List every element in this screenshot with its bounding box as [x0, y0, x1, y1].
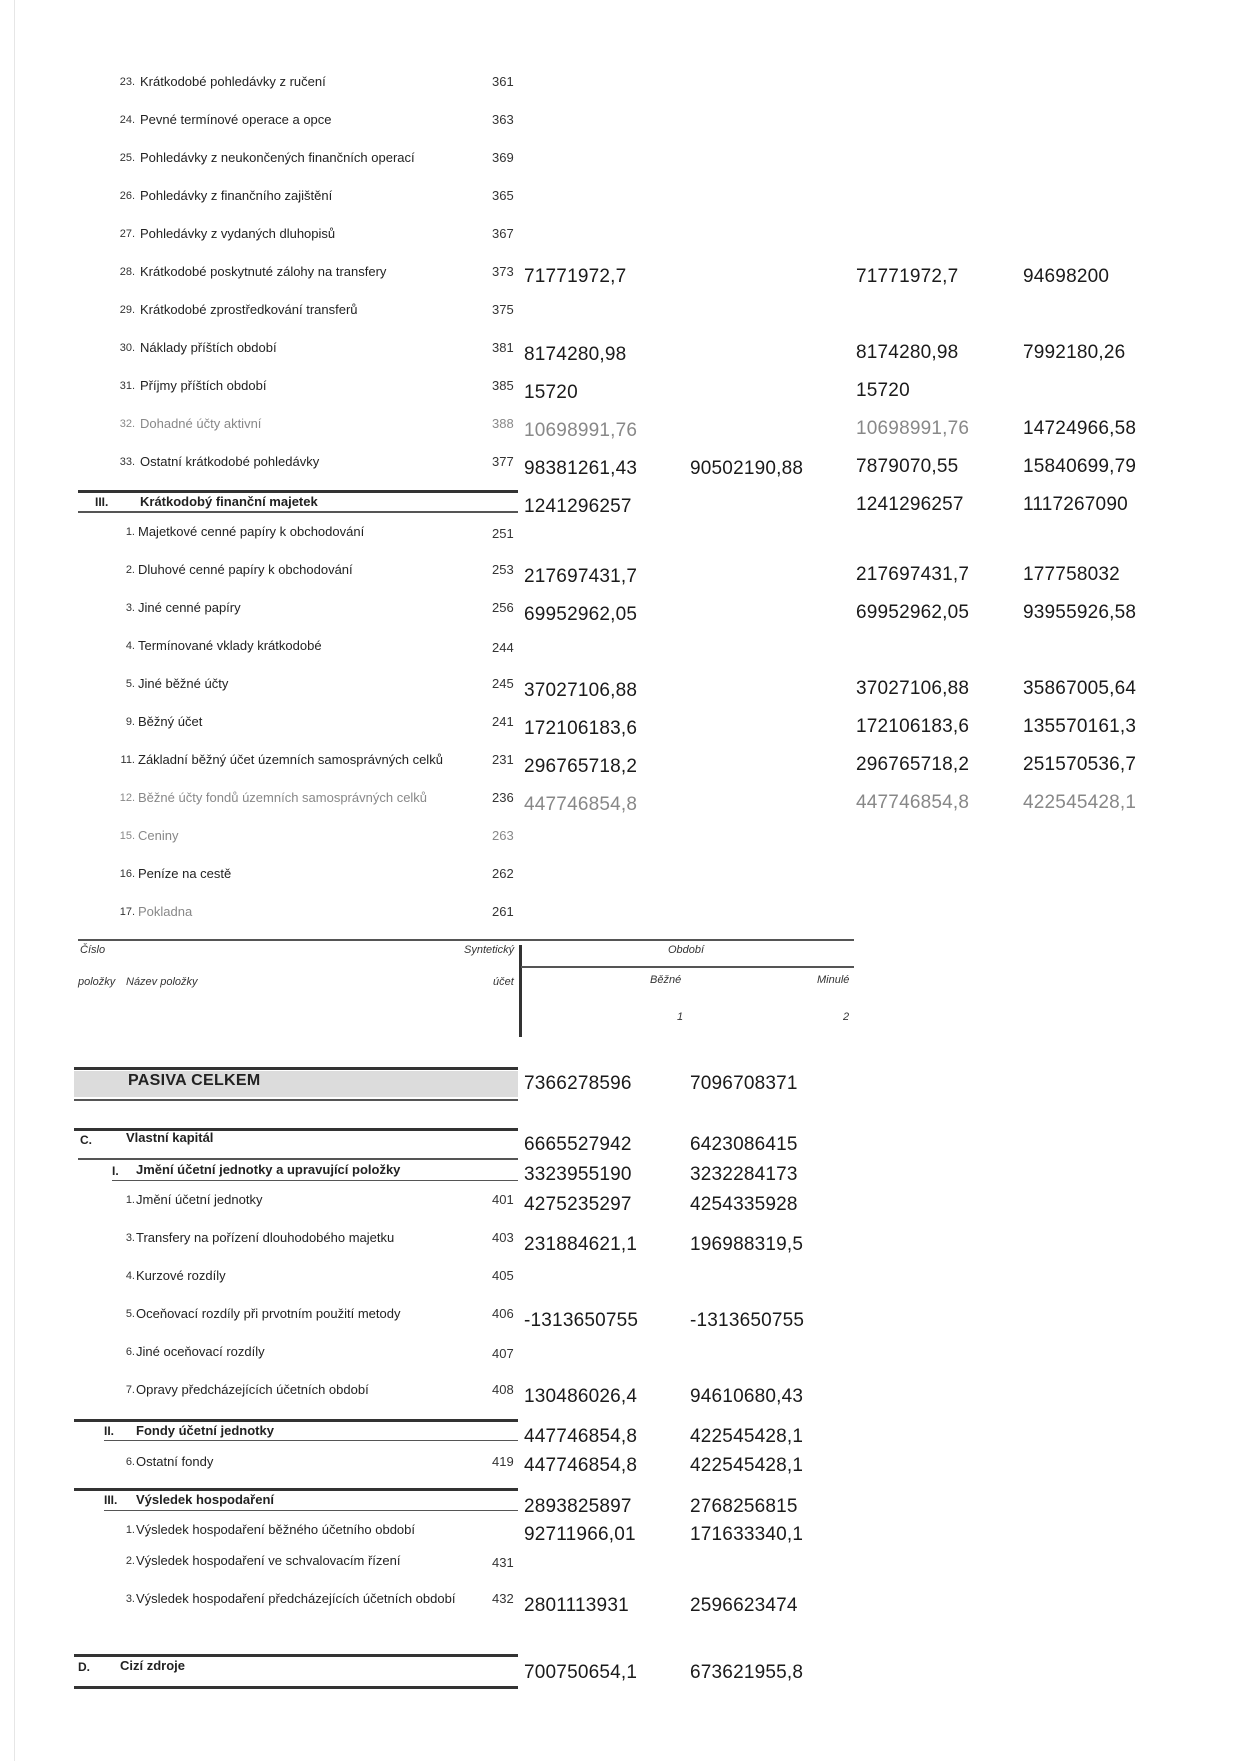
row-account-code: 236: [492, 790, 514, 805]
section-name: Cizí zdroje: [120, 1658, 186, 1673]
value-previous: 2768256815: [690, 1496, 798, 1517]
row-account-code: 385: [492, 378, 514, 393]
row-name: Základní běžný účet územních samosprávných celků: [138, 752, 443, 767]
value-previous: 422545428,1: [690, 1455, 804, 1476]
row-name: Pohledávky z neukončených finančních operací: [140, 150, 415, 165]
row-number: 3.: [125, 1593, 135, 1605]
table-row: [0, 452, 1250, 482]
row-number: 29.: [119, 304, 135, 316]
section-rule: [112, 1180, 518, 1181]
row-name: Jiné cenné papíry: [138, 600, 241, 615]
table-row: [0, 300, 1250, 330]
value-gross: 172106183,6: [524, 718, 638, 739]
table-row: [0, 376, 1250, 406]
row-name: Oceňovací rozdíly při prvotním použití metody: [136, 1306, 401, 1321]
row-account-code: 365: [492, 188, 514, 203]
row-number: 1.: [125, 526, 135, 538]
value-gross: 1241296257: [524, 496, 632, 517]
row-name: Pohledávky z finančního zajištění: [140, 188, 333, 203]
section-rule: [78, 511, 518, 513]
value-previous: 7992180,26: [1023, 342, 1126, 363]
row-number: 17.: [119, 906, 135, 918]
header-minule: Minulé: [817, 974, 850, 986]
value-previous: 422545428,1: [1023, 792, 1137, 813]
section-rule: [104, 1510, 518, 1511]
section-rule: [78, 490, 518, 493]
value-previous: 35867005,64: [1023, 678, 1137, 699]
value-gross: 69952962,05: [524, 604, 638, 625]
value-previous: 1117267090: [1023, 494, 1128, 515]
row-account-code: 406: [492, 1306, 514, 1321]
value-previous: 93955926,58: [1023, 602, 1137, 623]
row-number: 9.: [125, 716, 135, 728]
table-row: [0, 72, 1250, 102]
value-current: 7366278596: [524, 1073, 632, 1094]
row-name: Dohadné účty aktivní: [140, 416, 262, 431]
row-name: Termínované vklady krátkodobé: [138, 638, 322, 653]
group-roman: II.: [104, 1424, 115, 1438]
section-name: Krátkodobý finanční majetek: [140, 494, 318, 509]
row-number: 32.: [119, 418, 135, 430]
section-rule: [74, 1067, 518, 1070]
table-row: [0, 864, 1250, 894]
header-period-rule: [521, 966, 854, 968]
row-account-code: 263: [492, 828, 514, 843]
value-current: 3323955190: [524, 1164, 632, 1185]
row-name: Majetkové cenné papíry k obchodování: [138, 524, 365, 539]
row-name: Běžné účty fondů územních samosprávných celků: [138, 790, 428, 805]
row-name: Jmění účetní jednotky: [136, 1192, 263, 1207]
header-col1: 1: [677, 1011, 684, 1023]
header-divider: [519, 945, 522, 1037]
row-account-code: 367: [492, 226, 514, 241]
value-previous: -1313650755: [690, 1310, 805, 1331]
table-row: [0, 1228, 1250, 1258]
value-current: 2801113931: [524, 1595, 629, 1616]
value-previous: 177758032: [1023, 564, 1120, 585]
row-number: 30.: [119, 342, 135, 354]
row-number: 1.: [125, 1524, 135, 1536]
row-account-code: 361: [492, 74, 514, 89]
table-row: [0, 598, 1250, 628]
table-row: [0, 1380, 1250, 1410]
row-name: Peníze na cestě: [138, 866, 232, 881]
table-row: [0, 522, 1250, 552]
row-name: Jiné oceňovací rozdíly: [136, 1344, 265, 1359]
value-correction: 90502190,88: [690, 458, 804, 479]
value-current: 447746854,8: [524, 1455, 638, 1476]
row-account-code: 253: [492, 562, 514, 577]
row-name: Transfery na pořízení dlouhodobého majetku: [136, 1230, 395, 1245]
row-name: Výsledek hospodaření ve schvalovacím řízení: [136, 1553, 401, 1568]
section-rule: [74, 1654, 518, 1657]
row-account-code: 407: [492, 1346, 514, 1361]
value-gross: 296765718,2: [524, 756, 638, 777]
value-net: 37027106,88: [856, 678, 970, 699]
row-number: 31.: [119, 380, 135, 392]
row-name: Náklady příštích období: [140, 340, 277, 355]
row-number: 3.: [125, 602, 135, 614]
row-account-code: 363: [492, 112, 514, 127]
row-number: 26.: [119, 190, 135, 202]
table-row: [0, 826, 1250, 856]
row-account-code: 377: [492, 454, 514, 469]
row-number: 25.: [119, 152, 135, 164]
row-name: Jiné běžné účty: [138, 676, 229, 691]
row-number: 1.: [125, 1194, 135, 1206]
value-previous: 6423086415: [690, 1134, 798, 1155]
value-net: 15720: [856, 380, 910, 401]
table-row: [0, 674, 1250, 704]
row-number: 4.: [125, 640, 135, 652]
table-row: [0, 750, 1250, 780]
section-name: Vlastní kapitál: [126, 1130, 214, 1145]
value-net: 69952962,05: [856, 602, 970, 623]
table-row: [0, 1190, 1250, 1220]
row-account-code: 261: [492, 904, 514, 919]
section-roman: III.: [95, 495, 109, 509]
value-current: 4275235297: [524, 1194, 632, 1215]
section-rule: [74, 1099, 518, 1101]
value-current: 447746854,8: [524, 1426, 638, 1447]
value-previous: 2596623474: [690, 1595, 798, 1616]
row-account-code: 245: [492, 676, 514, 691]
value-gross: 217697431,7: [524, 566, 638, 587]
value-previous: 135570161,3: [1023, 716, 1137, 737]
table-row: [0, 1452, 1250, 1482]
value-gross: 37027106,88: [524, 680, 638, 701]
value-previous: 171633340,1: [690, 1524, 804, 1545]
section-rule: [74, 1488, 518, 1491]
row-account-code: 231: [492, 752, 514, 767]
table-row: [0, 338, 1250, 368]
table-row: [0, 1589, 1250, 1619]
table-row: [0, 712, 1250, 742]
section-rule: [74, 1419, 518, 1422]
value-gross: 447746854,8: [524, 794, 638, 815]
value-net: 7879070,55: [856, 456, 959, 477]
row-name: Pevné termínové operace a opce: [140, 112, 332, 127]
table-row: [0, 224, 1250, 254]
row-number: 2.: [125, 564, 135, 576]
table-row: [0, 186, 1250, 216]
row-name: Pohledávky z vydaných dluhopisů: [140, 226, 336, 241]
row-number: 2.: [125, 1555, 135, 1567]
table-row: [0, 262, 1250, 292]
row-number: 5.: [125, 678, 135, 690]
table-row: [0, 414, 1250, 444]
header-cislo: Číslo: [80, 944, 106, 956]
table-row: [0, 788, 1250, 818]
value-net: 296765718,2: [856, 754, 970, 775]
row-account-code: 241: [492, 714, 514, 729]
row-name: Krátkodobé poskytnuté zálohy na transfery: [140, 264, 387, 279]
table-row: [0, 636, 1250, 666]
value-gross: 8174280,98: [524, 344, 627, 365]
group-name: Fondy účetní jednotky: [136, 1423, 274, 1438]
section-letter: C.: [80, 1133, 92, 1147]
value-gross: 10698991,76: [524, 420, 638, 441]
header-top-rule: [78, 939, 854, 941]
value-previous: 7096708371: [690, 1073, 798, 1094]
value-current: 92711966,01: [524, 1524, 636, 1545]
value-gross: 15720: [524, 382, 578, 403]
row-name: Kurzové rozdíly: [136, 1268, 226, 1283]
row-account-code: 403: [492, 1230, 514, 1245]
table-row: [0, 1520, 1250, 1550]
value-previous: 4254335928: [690, 1194, 798, 1215]
row-name: Krátkodobé zprostředkování transferů: [140, 302, 358, 317]
row-account-code: 381: [492, 340, 514, 355]
row-number: 27.: [119, 228, 135, 240]
header-synteticky: Syntetický: [464, 944, 515, 956]
row-number: 16.: [119, 868, 135, 880]
value-previous: 422545428,1: [690, 1426, 804, 1447]
value-net: 71771972,7: [856, 266, 959, 287]
row-name: Výsledek hospodaření předcházejících účetních období: [136, 1591, 456, 1606]
table-row: [0, 110, 1250, 140]
row-number: 28.: [119, 266, 135, 278]
row-number: 7.: [125, 1384, 135, 1396]
row-number: 6.: [125, 1456, 135, 1468]
row-name: Výsledek hospodaření běžného účetního období: [136, 1522, 415, 1537]
value-gross: 71771972,7: [524, 266, 627, 287]
value-previous: 94698200: [1023, 266, 1110, 287]
group-roman: I.: [112, 1164, 119, 1178]
row-account-code: 256: [492, 600, 514, 615]
value-gross: 98381261,43: [524, 458, 638, 479]
value-net: 1241296257: [856, 494, 964, 515]
row-name: Ceniny: [138, 828, 179, 843]
table-row: [0, 1342, 1250, 1372]
table-row: [0, 1266, 1250, 1296]
pasiva-title: PASIVA CELKEM: [128, 1072, 261, 1089]
header-obdobi: Období: [668, 944, 705, 956]
value-current: 700750654,1: [524, 1662, 638, 1683]
row-name: Pokladna: [138, 904, 193, 919]
row-number: 5.: [125, 1308, 135, 1320]
value-net: 217697431,7: [856, 564, 970, 585]
header-bezne: Běžné: [650, 974, 682, 986]
section-rule: [74, 1686, 518, 1689]
row-number: 33.: [119, 456, 135, 468]
value-previous: 251570536,7: [1023, 754, 1137, 775]
row-account-code: 431: [492, 1555, 514, 1570]
row-account-code: 369: [492, 150, 514, 165]
row-number: 4.: [125, 1270, 135, 1282]
row-name: Opravy předcházejících účetních období: [136, 1382, 369, 1397]
group-name: Výsledek hospodaření: [136, 1492, 274, 1507]
row-number: 12.: [119, 792, 135, 804]
value-previous: 94610680,43: [690, 1386, 804, 1407]
group-name: Jmění účetní jednotky a upravující položky: [136, 1162, 401, 1177]
header-nazev: Název položky: [126, 976, 198, 988]
table-row: [0, 902, 1250, 932]
header-polozky: položky: [78, 976, 116, 988]
value-current: 130486026,4: [524, 1386, 638, 1407]
row-account-code: 388: [492, 416, 514, 431]
table-row: [0, 148, 1250, 178]
value-net: 447746854,8: [856, 792, 970, 813]
table-row: [0, 560, 1250, 590]
row-number: 24.: [119, 114, 135, 126]
row-account-code: 373: [492, 264, 514, 279]
row-account-code: 401: [492, 1192, 514, 1207]
header-ucet: účet: [493, 976, 514, 988]
value-current: 2893825897: [524, 1496, 632, 1517]
value-previous: 673621955,8: [690, 1662, 804, 1683]
table-row: [0, 1304, 1250, 1334]
row-name: Příjmy příštích období: [140, 378, 267, 393]
row-account-code: 251: [492, 526, 514, 541]
row-name: Dluhové cenné papíry k obchodování: [138, 562, 353, 577]
value-net: 172106183,6: [856, 716, 970, 737]
row-number: 11.: [120, 754, 135, 766]
value-current: 231884621,1: [524, 1234, 638, 1255]
section-letter: D.: [78, 1660, 90, 1674]
value-previous: 15840699,79: [1023, 456, 1137, 477]
row-name: Krátkodobé pohledávky z ručení: [140, 74, 326, 89]
value-previous: 14724966,58: [1023, 418, 1137, 439]
header-col2: 2: [843, 1011, 850, 1023]
value-previous: 196988319,5: [690, 1234, 804, 1255]
value-net: 8174280,98: [856, 342, 959, 363]
table-row: [0, 1551, 1250, 1581]
row-account-code: 262: [492, 866, 514, 881]
value-previous: 3232284173: [690, 1164, 798, 1185]
row-account-code: 432: [492, 1591, 514, 1606]
row-number: 6.: [125, 1346, 135, 1358]
row-account-code: 419: [492, 1454, 514, 1469]
row-name: Ostatní fondy: [136, 1454, 214, 1469]
value-net: 10698991,76: [856, 418, 970, 439]
value-current: 6665527942: [524, 1134, 632, 1155]
row-number: 23.: [119, 76, 135, 88]
section-rule: [78, 1158, 518, 1160]
row-account-code: 408: [492, 1382, 514, 1397]
row-account-code: 244: [492, 640, 514, 655]
row-account-code: 375: [492, 302, 514, 317]
row-name: Běžný účet: [138, 714, 203, 729]
row-number: 15.: [119, 830, 135, 842]
row-number: 3.: [125, 1232, 135, 1244]
row-account-code: 405: [492, 1268, 514, 1283]
group-roman: III.: [104, 1493, 118, 1507]
value-current: -1313650755: [524, 1310, 639, 1331]
row-name: Ostatní krátkodobé pohledávky: [140, 454, 320, 469]
section-rule: [104, 1440, 518, 1441]
